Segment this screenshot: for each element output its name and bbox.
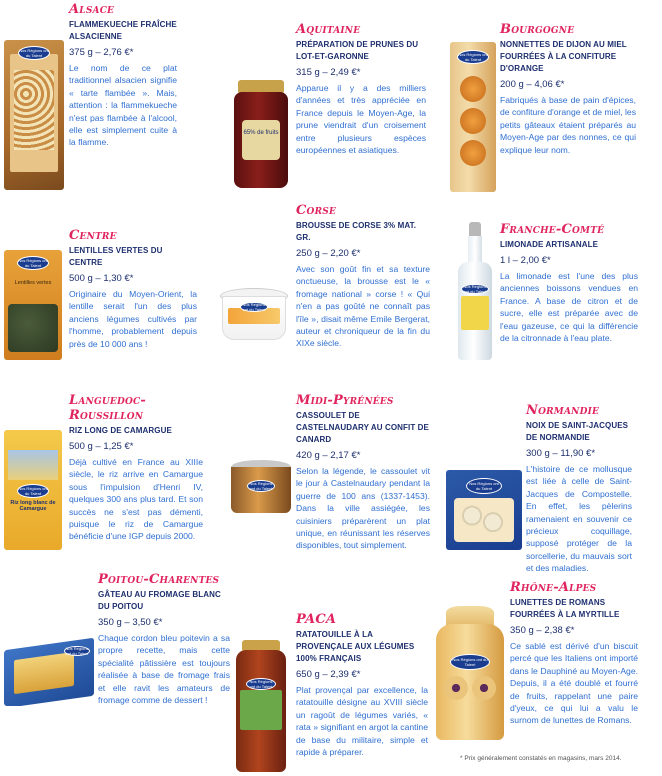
product-price: 315 g – 2,49 €* [296, 67, 361, 78]
card-bourgogne [500, 22, 636, 156]
brand-logo: Nos Régions ont du Talent [19, 48, 49, 58]
card-languedoc-roussillon [69, 393, 203, 543]
product-name: FLAMMEKUECHE FRAÎCHE ALSACIENNE [69, 20, 177, 41]
product-name: RATATOUILLE À LA PROVENÇALE AUX LÉGUMES 100% FRANÇAIS [296, 630, 415, 663]
nonnettes-box-image [450, 42, 496, 192]
product-price: 650 g – 2,39 €* [296, 669, 361, 680]
product-name: LUNETTES DE ROMANS FOURRÉES À LA MYRTILLE [510, 598, 620, 619]
product-description: Chaque cordon bleu poitevin a sa propre recette, mais cette spécialité pâtissière est toujours réalisée à base de fromage frais et elle ravit les amateurs de fromage comme de dessert ! [98, 633, 230, 706]
product-name: LENTILLES VERTES DU CENTRE [69, 246, 163, 267]
product-price: 1 l – 2,00 €* [500, 255, 551, 266]
product-description: Fabriqués à base de pain d'épices, de confiture d'orange et de miel, les petits gâteaux étaient préparés au Moyen-Age par des nonnes, ce qui explique leur nom. [500, 95, 636, 155]
product-price: 200 g – 4,06 €* [500, 79, 565, 90]
prune-jar-image: 65% de fruits [232, 80, 290, 190]
product-description: Ce sablé est dérivé d'un biscuit percé que les Italiens ont importé dans le Dauphiné au Moyen-Age. Depuis, il a été doublé et fourré de fruits, rappelant une paire d'yeux, ce qui lui a valu le surnom de lunettes de Romans. [510, 641, 638, 726]
brand-logo: Nos Régions ont du Talent [466, 478, 502, 494]
product-price: 500 g – 1,25 €* [69, 441, 134, 452]
region-title: Rhône-Alpes [510, 580, 597, 595]
card-rhone-alpes [510, 580, 638, 727]
ratatouille-jar-image [236, 640, 286, 774]
brand-logo: Nos Régions ont du Talent [18, 486, 48, 496]
product-name: NOIX DE SAINT-JACQUES DE NORMANDIE [526, 421, 629, 442]
lunettes-bag-image [436, 606, 504, 742]
lemonade-bottle-image [456, 222, 494, 362]
cheese-cake-box-image [4, 630, 94, 706]
price-footnote: * Prix généralement constatés en magasins, mars 2014. [460, 755, 622, 762]
product-name: BROUSSE DE CORSE 3% MAT. GR. [296, 221, 417, 242]
product-name: LIMONADE ARTISANALE [500, 240, 599, 249]
region-title: Normandie [526, 403, 600, 418]
cassoulet-can-image [231, 460, 291, 516]
card-alsace [69, 2, 177, 149]
product-name: NONNETTES DE DIJON AU MIEL FOURRÉES À LA CONFITURE D'ORANGE [500, 40, 627, 73]
product-description: Plat provençal par excellence, la ratatouille désigne au XVIII siècle un ragoût de légumes variés, « rata » signifiant en argot la cantine de base du militaire, simple et rapide à préparer. [296, 685, 428, 758]
brand-logo: Nos Régions ont du Talent [240, 302, 268, 312]
lentils-bag-image: Lentilles vertes Nos Régions ont du Talent [4, 250, 62, 360]
region-title: Franche-Comté [500, 222, 605, 237]
card-paca [296, 612, 428, 758]
product-price: 375 g – 2,76 €* [69, 47, 134, 58]
brand-logo: Nos Régions ont du Talent [65, 646, 89, 656]
product-price: 350 g – 3,50 €* [98, 617, 163, 628]
product-price: 250 g – 2,20 €* [296, 248, 361, 259]
card-corse [296, 203, 430, 350]
product-description: L'histoire de ce mollusque est liée à celle de Saint-Jacques de Compostelle. En effet, les pèlerins ramenaient en souvenir ce précieux coquillage, supposé protéger de la sorcellerie, du mauvais sort et des maladies. [526, 464, 632, 574]
region-title: Corse [296, 203, 337, 218]
product-description: Le nom de ce plat traditionnel alsacien signifie « tarte flambée ». Mais, attention : la flammekueche n'est pas flambée à l'alcool, elle est simplement cuite à la flamme. [69, 63, 177, 148]
brand-logo: Nos Régions ont du Talent [458, 52, 488, 62]
product-description: Apparue il y a des milliers d'années et très appréciée en France depuis le Moyen-Age, la prune viendrait d'un croisement entre plusieurs espèces européennes et asiatiques. [296, 83, 426, 156]
product-name: PRÉPARATION DE PRUNES DU LOT-ET-GARONNE [296, 40, 419, 61]
brousse-tub-image [220, 288, 288, 344]
product-description: Selon la légende, le cassoulet vit le jour à Castelnaudary pendant la guerre de 100 ans (1337-1453). Dans la ville assiégée, les cuisiniers préparèrent un plat unique, en réunissant les réserves disponibles, tout simplement. [296, 466, 430, 551]
region-title: Bourgogne [500, 22, 575, 37]
product-description: Originaire du Moyen-Orient, la lentille serait l'un des plus anciens légumes cultivés par l'homme, probablement depuis près de 10 000 ans ! [69, 289, 197, 349]
card-aquitaine [296, 22, 426, 156]
product-price: 420 g – 2,17 €* [296, 450, 361, 461]
brand-logo: Nos Régions ont du Talent [450, 654, 490, 670]
brand-logo: Nos Régions ont du Talent [18, 258, 48, 268]
rice-box-image: Riz long blanc de Camargue Nos Régions ont du Talent [4, 430, 62, 550]
product-description: Avec son goût fin et sa texture onctueuse, la brousse est le « fromage national » corse ! « Qui n'en a pas goûté ne connaît pas l'île », disait même Emile Bergerat, auteur et chroniqueur de la fin du XIXe siècle. [296, 264, 430, 349]
product-name: GÂTEAU AU FROMAGE BLANC DU POITOU [98, 590, 221, 611]
card-normandie [526, 403, 632, 575]
brand-logo: Nos Régions ont du Talent [461, 284, 489, 294]
region-title: Centre [69, 228, 117, 243]
region-title: Languedoc-Roussillon [69, 393, 146, 423]
flammekueche-image [4, 40, 64, 190]
region-title: Alsace [69, 2, 115, 17]
card-midi-pyrenees [296, 393, 430, 552]
product-price: 300 g – 11,90 €* [526, 448, 596, 459]
product-description: Déjà cultivé en France au XIIIe siècle, le riz arrive en Camargue sous l'impulsion d'Henri IV, quelques 300 ans plus tard. Et son succès ne s'est pas démenti, puisque le riz de Camargue bénéficie d'une IGP depuis 2000. [69, 457, 203, 542]
product-description: La limonade est l'une des plus anciennes boissons vendues en France. A base de citron et de sucre, elle est préparée avec de l'eau gazeuse, ce qui la différencie de la citronnade à l'eau plate. [500, 271, 638, 344]
product-name: CASSOULET DE CASTELNAUDARY AU CONFIT DE CANARD [296, 411, 429, 444]
brand-logo: Nos Régions ont du Talent [247, 480, 275, 492]
scallops-box-image [446, 470, 522, 550]
region-title: Poitou-Charentes [98, 572, 220, 587]
product-price: 350 g – 2,38 €* [510, 625, 575, 636]
card-franche-comte [500, 222, 638, 344]
region-title: PACA [296, 612, 337, 627]
product-price: 500 g – 1,30 €* [69, 273, 134, 284]
card-centre [69, 228, 197, 350]
region-title: Aquitaine [296, 22, 361, 37]
product-name: RIZ LONG DE CAMARGUE [69, 426, 172, 435]
card-poitou-charentes [98, 572, 230, 706]
brand-logo: Nos Régions ont du Talent [246, 678, 276, 690]
region-title: Midi-Pyrénées [296, 393, 394, 408]
